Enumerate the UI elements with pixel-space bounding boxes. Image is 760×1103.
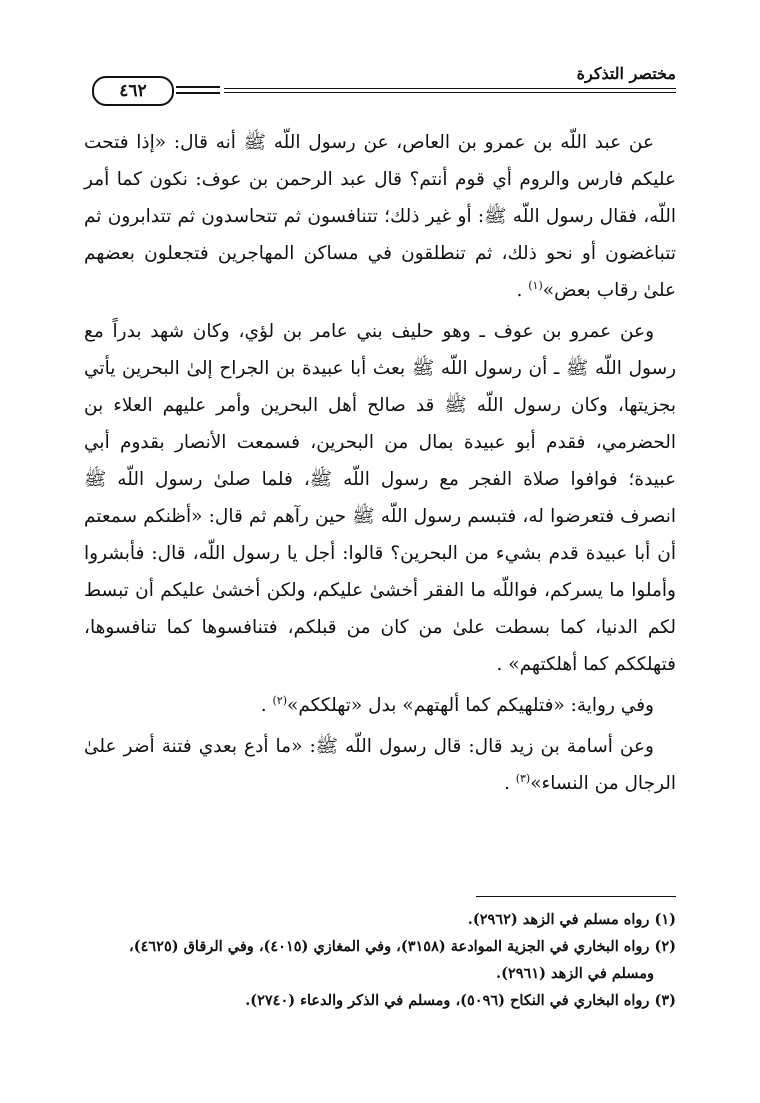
- page-header: [84, 62, 676, 102]
- paragraph-3-text: وفي رواية: «فتلهيكم كما ألهتهم» بدل «تهلككم»: [287, 695, 654, 716]
- footnote-ref-3: (٣): [515, 771, 531, 785]
- footnote-separator: [476, 896, 676, 897]
- ornament-line-upper: [176, 86, 220, 88]
- paragraph-1: [84, 124, 676, 309]
- paragraph-1-text: عن عبد اللّه بن عمرو بن العاص، عن رسول اللّه ﷺ أنه قال: «إذا فتحت عليكم فارس والروم أي قوم أنتم؟ قال عبد الرحمن بن عوف: نكون كما أمر اللّه، فقال رسول اللّه ﷺ: أو غير ذلك؛ تتنافسون ثم تتحاسدون ثم تتدابرون ثم تتباغضون أو نحو ذلك، ثم تنطلقون في مساكن المهاجرين فتجعلون بعضهم علىٰ رقاب بعض»: [84, 132, 676, 301]
- paragraph-4-end: .: [503, 773, 516, 794]
- footnote-ref-1: (١): [528, 278, 543, 292]
- paragraph-4-text: وعن أسامة بن زيد قال: قال رسول اللّه ﷺ: «ما أدع بعدي فتنة أضر علىٰ الرجال من النساء»: [84, 736, 676, 794]
- book-title: مختصر التذكرة: [576, 64, 676, 83]
- footnote-2: (٢) رواه البخاري في الجزية الموادعة (٣١٥٨)، وفي المغازي (٤٠١٥)، وفي الرقاق (٤٦٢٥)،: [129, 938, 676, 955]
- footnote-ref-2: (٢): [272, 693, 288, 707]
- paragraph-2: وعن عمرو بن عوف ـ وهو حليف بني عامر بن لؤي، وكان شهد بدراً مع رسول اللّه ﷺ ـ أن رسول اللّه ﷺ بعث أبا عبيدة بن الجراح إلىٰ البحرين يأتي بجزيتها، وكان رسول اللّه ﷺ قد صالح أهل البحرين وأمر عليهم العلاء بن الحضرمي، فقدم أبو عبيدة بمال من البحرين، فسمعت الأنصار بقدوم أبي عبيدة؛ فوافوا صلاة الفجر مع رسول اللّه ﷺ، فلما صلىٰ رسول اللّه ﷺ انصرف فتعرضوا له، فتبسم رسول اللّه ﷺ حين رآهم ثم قال: «أظنكم سمعتم أن أبا عبيدة قدم بشيء من البحرين؟ قالوا: أجل يا رسول اللّه، قال: فأبشروا وأملوا ما يسركم، فواللّه ما الفقر أخشىٰ عليكم، ولكن أخشىٰ عليكم أن تبسط لكم الدنيا، كما بسطت علىٰ من كان من قبلكم، فتنافسوها كما تنافسوها، فتهلككم كما أهلكتهم» .: [84, 321, 677, 675]
- ornament-line-lower: [176, 92, 220, 94]
- footnote-3: (٣) رواه البخاري في النكاح (٥٠٩٦)، ومسلم في الذكر والدعاء (٢٧٤٠).: [245, 992, 676, 1009]
- page-number-ornament: [84, 76, 224, 104]
- footnote-1: (١) رواه مسلم في الزهد (٢٩٦٢).: [467, 911, 676, 928]
- footnote-2-continued: ومسلم في الزهد (٢٩٦١).: [496, 965, 654, 982]
- page-number: ٤٦٢: [92, 76, 174, 106]
- paragraph-1-end: .: [516, 280, 529, 301]
- footnotes: [84, 906, 676, 1014]
- paragraph-3: [84, 687, 676, 724]
- paragraph-3-end: .: [260, 695, 273, 716]
- paragraph-4: [84, 728, 676, 802]
- main-text: [84, 124, 676, 802]
